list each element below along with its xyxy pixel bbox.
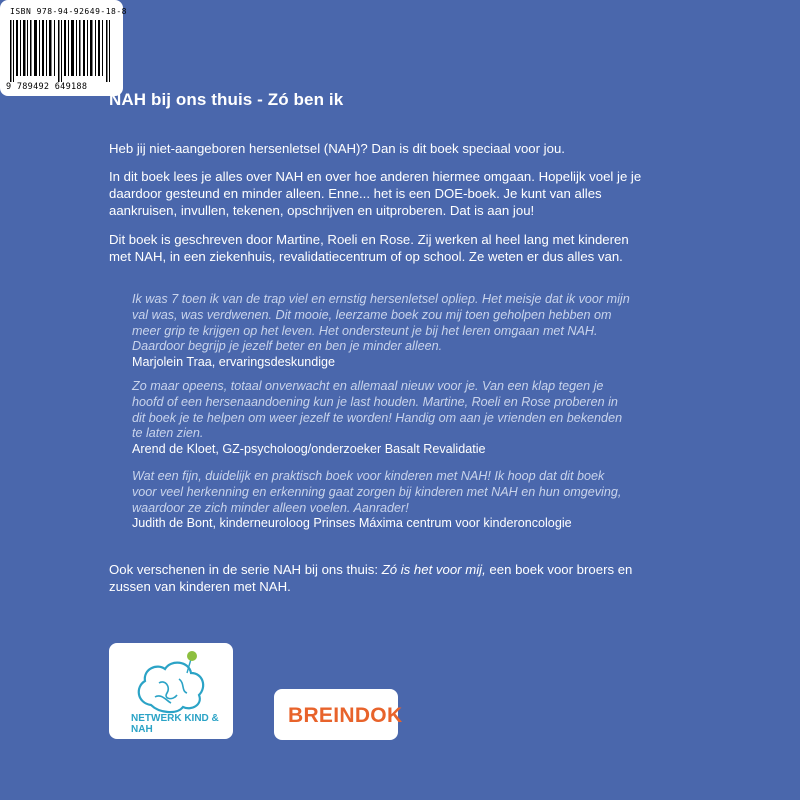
isbn-barcode [0, 0, 127, 96]
series-lead: Ook verschenen in de serie NAH bij ons thuis: [109, 562, 382, 577]
breindok-logo [274, 689, 403, 740]
quote-text: Ik was 7 toen ik van de trap viel en ernstig hersenletsel opliep. Het meisje dat ik voor mijn val was, was verdwenen. Dit mooie, leerzame boek zou mij toen geholpen hebben om meer grip te krijgen op het leven. Het ondersteunt je bij het leren omgaan met NAH. Daardoor begrijp je jezelf beter en ben je minder alleen. [132, 292, 630, 354]
quote-text: Zo maar opeens, totaal onverwacht en allemaal nieuw voor je. Van een klap tegen je hoofd of een hersenaandoening kun je last houden. Martine, Roeli en Rose proberen in dit boek je te helpen om weer jezelf te worden! Handig om aan je vrienden en bekenden te laten zien. [132, 379, 623, 441]
quote-block [132, 469, 632, 532]
netwerk-kind-nah-logo [109, 643, 233, 739]
isbn-label: ISBN 978-94-92649-18-8 [10, 7, 127, 16]
description-paragraph: In dit boek lees je alles over NAH en over hoe anderen hiermee omgaan. Hopelijk voel je je daardoor gesteund en minder alleen. Enne... het is een DOE-boek. Je kunt van alles aankruisen, invullen, tekenen, opschrijven en uitproberen. Dat is aan jou! [109, 169, 642, 218]
page-title: NAH bij ons thuis - Zó ben ik [109, 90, 344, 109]
breindok-label: BREINDOK [288, 704, 403, 727]
quote-block [132, 379, 632, 458]
quote-block [132, 292, 632, 371]
netwerk-kind-nah-label: NETWERK KIND & NAH [131, 713, 219, 735]
barcode-digits: 9 789492 649188 [6, 82, 88, 92]
quote-author: Marjolein Traa, ervaringsdeskundige [132, 355, 336, 370]
barcode-icon [8, 20, 116, 82]
series-tail: een boek voor broers en zussen van kinderen met NAH. [109, 562, 633, 594]
authors-paragraph: Dit boek is geschreven door Martine, Roeli en Rose. Zij werken al heel lang met kinderen met NAH, in een ziekenhuis, revalidatiecentrum of op school. Ze weten er dus alles van. [109, 232, 629, 264]
quote-text: Wat een fijn, duidelijk en praktisch boek voor kinderen met NAH! Ik hoop dat dit boek voor veel herkenning en erkenning gaat zorgen bij kinderen met NAH en hun omgeving, waardoor ze zich minder alleen voelen. Aanrader! [132, 469, 622, 515]
intro-paragraph: Heb jij niet-aangeboren hersenletsel (NAH)? Dan is dit boek speciaal voor jou. [109, 141, 565, 156]
series-book-title: Zó is het voor mij, [381, 562, 486, 577]
quote-author: Arend de Kloet, GZ-psycholoog/onderzoeker Basalt Revalidatie [132, 442, 486, 457]
series-note [109, 561, 639, 595]
quote-author: Judith de Bont, kinderneuroloog Prinses Máxima centrum voor kinderoncologie [132, 516, 572, 531]
